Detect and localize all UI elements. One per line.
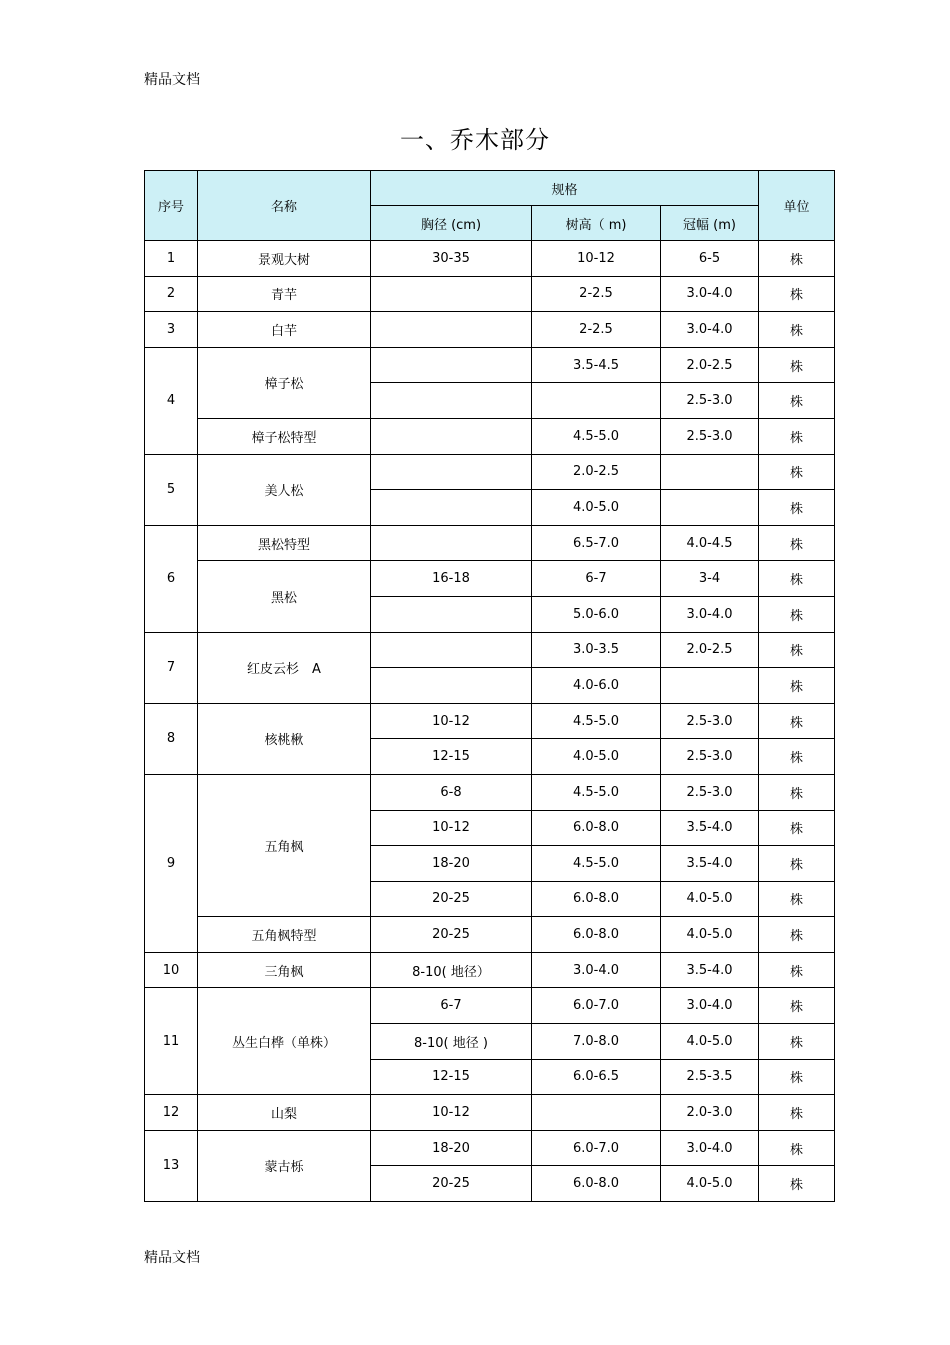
table-row	[145, 952, 835, 988]
cell-unit: 株	[759, 312, 835, 348]
cell-seq: 5	[145, 454, 198, 525]
cell-unit: 株	[759, 418, 835, 454]
table-row	[145, 347, 835, 383]
cell-height: 6.0-7.0	[532, 1130, 661, 1166]
cell-crown: 4.0-4.5	[661, 525, 759, 561]
cell-unit: 株	[759, 561, 835, 597]
cell-crown: 3.0-4.0	[661, 596, 759, 632]
cell-unit: 株	[759, 383, 835, 419]
cell-unit: 株	[759, 632, 835, 668]
table-row	[145, 561, 835, 597]
cell-height	[532, 383, 661, 419]
cell-name: 红皮云杉 A	[198, 632, 371, 703]
table-row	[145, 703, 835, 739]
cell-height: 6.0-8.0	[532, 810, 661, 846]
cell-height: 4.5-5.0	[532, 774, 661, 810]
cell-unit: 株	[759, 241, 835, 277]
cell-height: 6.0-8.0	[532, 881, 661, 917]
tree-spec-table	[144, 170, 835, 1202]
cell-name: 樟子松	[198, 347, 371, 418]
cell-dbh	[371, 632, 532, 668]
cell-dbh	[371, 596, 532, 632]
cell-dbh: 6-7	[371, 988, 532, 1024]
table-header	[145, 171, 835, 241]
cell-dbh: 20-25	[371, 1166, 532, 1202]
cell-height: 4.5-5.0	[532, 418, 661, 454]
cell-seq: 8	[145, 703, 198, 774]
table-row	[145, 632, 835, 668]
cell-height: 4.5-5.0	[532, 703, 661, 739]
cell-height: 3.5-4.5	[532, 347, 661, 383]
table-row	[145, 312, 835, 348]
cell-crown: 2.5-3.0	[661, 383, 759, 419]
cell-name: 丛生白桦（单株）	[198, 988, 371, 1095]
cell-crown: 2.5-3.0	[661, 739, 759, 775]
cell-unit: 株	[759, 1095, 835, 1131]
header-height: 树高（ m)	[532, 206, 661, 241]
table-body	[145, 241, 835, 1202]
cell-name: 景观大树	[198, 241, 371, 277]
cell-crown: 2.0-2.5	[661, 347, 759, 383]
cell-crown	[661, 668, 759, 704]
cell-name: 黑松	[198, 561, 371, 632]
cell-unit: 株	[759, 917, 835, 953]
cell-unit: 株	[759, 881, 835, 917]
cell-seq: 9	[145, 774, 198, 952]
table-row	[145, 525, 835, 561]
cell-name: 白芉	[198, 312, 371, 348]
cell-crown: 2.0-3.0	[661, 1095, 759, 1131]
header-dbh: 胸径 (cm)	[371, 206, 532, 241]
cell-dbh	[371, 312, 532, 348]
cell-crown: 3.0-4.0	[661, 276, 759, 312]
cell-unit: 株	[759, 490, 835, 526]
cell-dbh	[371, 383, 532, 419]
cell-dbh: 10-12	[371, 810, 532, 846]
cell-crown: 6-5	[661, 241, 759, 277]
cell-height: 6.0-8.0	[532, 917, 661, 953]
cell-crown: 3.0-4.0	[661, 312, 759, 348]
table-row	[145, 917, 835, 953]
cell-seq: 3	[145, 312, 198, 348]
cell-name: 三角枫	[198, 952, 371, 988]
cell-dbh	[371, 454, 532, 490]
cell-dbh: 18-20	[371, 846, 532, 882]
cell-height: 2-2.5	[532, 312, 661, 348]
cell-unit: 株	[759, 525, 835, 561]
cell-unit: 株	[759, 739, 835, 775]
header-seq: 序号	[145, 171, 198, 241]
cell-dbh	[371, 525, 532, 561]
cell-dbh: 20-25	[371, 881, 532, 917]
cell-unit: 株	[759, 596, 835, 632]
cell-height: 6.5-7.0	[532, 525, 661, 561]
cell-name: 黑松特型	[198, 525, 371, 561]
document-title: 一、乔木部分	[400, 126, 550, 154]
cell-unit: 株	[759, 703, 835, 739]
cell-height: 7.0-8.0	[532, 1024, 661, 1060]
cell-dbh: 20-25	[371, 917, 532, 953]
cell-height: 2-2.5	[532, 276, 661, 312]
cell-unit: 株	[759, 454, 835, 490]
cell-dbh: 18-20	[371, 1130, 532, 1166]
table-row	[145, 241, 835, 277]
cell-height: 3.0-4.0	[532, 952, 661, 988]
cell-unit: 株	[759, 846, 835, 882]
cell-height: 6-7	[532, 561, 661, 597]
cell-crown	[661, 454, 759, 490]
cell-unit: 株	[759, 1130, 835, 1166]
cell-crown: 4.0-5.0	[661, 1024, 759, 1060]
cell-height: 4.0-5.0	[532, 490, 661, 526]
cell-dbh: 12-15	[371, 739, 532, 775]
header-spec: 规格	[371, 171, 759, 206]
table-row	[145, 1130, 835, 1166]
cell-crown: 2.5-3.0	[661, 418, 759, 454]
table-row	[145, 988, 835, 1024]
cell-seq: 2	[145, 276, 198, 312]
table-row	[145, 1095, 835, 1131]
header-crown: 冠幅 (m)	[661, 206, 759, 241]
cell-seq: 13	[145, 1130, 198, 1201]
cell-unit: 株	[759, 347, 835, 383]
cell-height: 5.0-6.0	[532, 596, 661, 632]
cell-dbh: 8-10( 地径）	[371, 952, 532, 988]
cell-seq: 12	[145, 1095, 198, 1131]
cell-unit: 株	[759, 1166, 835, 1202]
cell-dbh: 6-8	[371, 774, 532, 810]
cell-name: 美人松	[198, 454, 371, 525]
cell-unit: 株	[759, 276, 835, 312]
cell-crown: 3.0-4.0	[661, 988, 759, 1024]
cell-crown: 3-4	[661, 561, 759, 597]
cell-height: 10-12	[532, 241, 661, 277]
cell-crown	[661, 490, 759, 526]
cell-name: 蒙古栎	[198, 1130, 371, 1201]
cell-name: 五角枫	[198, 774, 371, 916]
cell-unit: 株	[759, 810, 835, 846]
cell-name: 核桃楸	[198, 703, 371, 774]
cell-height	[532, 1095, 661, 1131]
cell-height: 4.0-5.0	[532, 739, 661, 775]
cell-crown: 4.0-5.0	[661, 917, 759, 953]
cell-dbh	[371, 490, 532, 526]
cell-dbh	[371, 347, 532, 383]
cell-seq: 7	[145, 632, 198, 703]
cell-unit: 株	[759, 774, 835, 810]
cell-unit: 株	[759, 668, 835, 704]
cell-crown: 2.5-3.0	[661, 703, 759, 739]
cell-crown: 2.0-2.5	[661, 632, 759, 668]
cell-crown: 3.5-4.0	[661, 952, 759, 988]
cell-crown: 4.0-5.0	[661, 881, 759, 917]
cell-crown: 4.0-5.0	[661, 1166, 759, 1202]
cell-seq: 4	[145, 347, 198, 454]
cell-height: 6.0-6.5	[532, 1059, 661, 1095]
table-row	[145, 418, 835, 454]
header-unit: 单位	[759, 171, 835, 241]
cell-crown: 3.0-4.0	[661, 1130, 759, 1166]
cell-name: 樟子松特型	[198, 418, 371, 454]
cell-dbh: 12-15	[371, 1059, 532, 1095]
cell-name: 山梨	[198, 1095, 371, 1131]
header-name: 名称	[198, 171, 371, 241]
cell-dbh	[371, 418, 532, 454]
cell-name: 五角枫特型	[198, 917, 371, 953]
watermark-top: 精品文档	[144, 72, 200, 88]
cell-dbh	[371, 276, 532, 312]
cell-seq: 11	[145, 988, 198, 1095]
cell-seq: 6	[145, 525, 198, 632]
cell-name: 青芉	[198, 276, 371, 312]
cell-dbh: 30-35	[371, 241, 532, 277]
cell-height: 3.0-3.5	[532, 632, 661, 668]
cell-dbh: 10-12	[371, 1095, 532, 1131]
table-row	[145, 454, 835, 490]
cell-unit: 株	[759, 988, 835, 1024]
cell-height: 2.0-2.5	[532, 454, 661, 490]
cell-height: 6.0-7.0	[532, 988, 661, 1024]
cell-dbh: 8-10( 地径 )	[371, 1024, 532, 1060]
cell-height: 4.0-6.0	[532, 668, 661, 704]
table-row	[145, 774, 835, 810]
cell-unit: 株	[759, 952, 835, 988]
cell-unit: 株	[759, 1059, 835, 1095]
cell-crown: 2.5-3.5	[661, 1059, 759, 1095]
cell-crown: 3.5-4.0	[661, 810, 759, 846]
cell-crown: 2.5-3.0	[661, 774, 759, 810]
cell-height: 6.0-8.0	[532, 1166, 661, 1202]
cell-seq: 1	[145, 241, 198, 277]
cell-height: 4.5-5.0	[532, 846, 661, 882]
cell-seq: 10	[145, 952, 198, 988]
table-row	[145, 276, 835, 312]
cell-dbh: 10-12	[371, 703, 532, 739]
cell-dbh	[371, 668, 532, 704]
cell-dbh: 16-18	[371, 561, 532, 597]
cell-crown: 3.5-4.0	[661, 846, 759, 882]
cell-unit: 株	[759, 1024, 835, 1060]
watermark-bottom: 精品文档	[144, 1250, 200, 1266]
